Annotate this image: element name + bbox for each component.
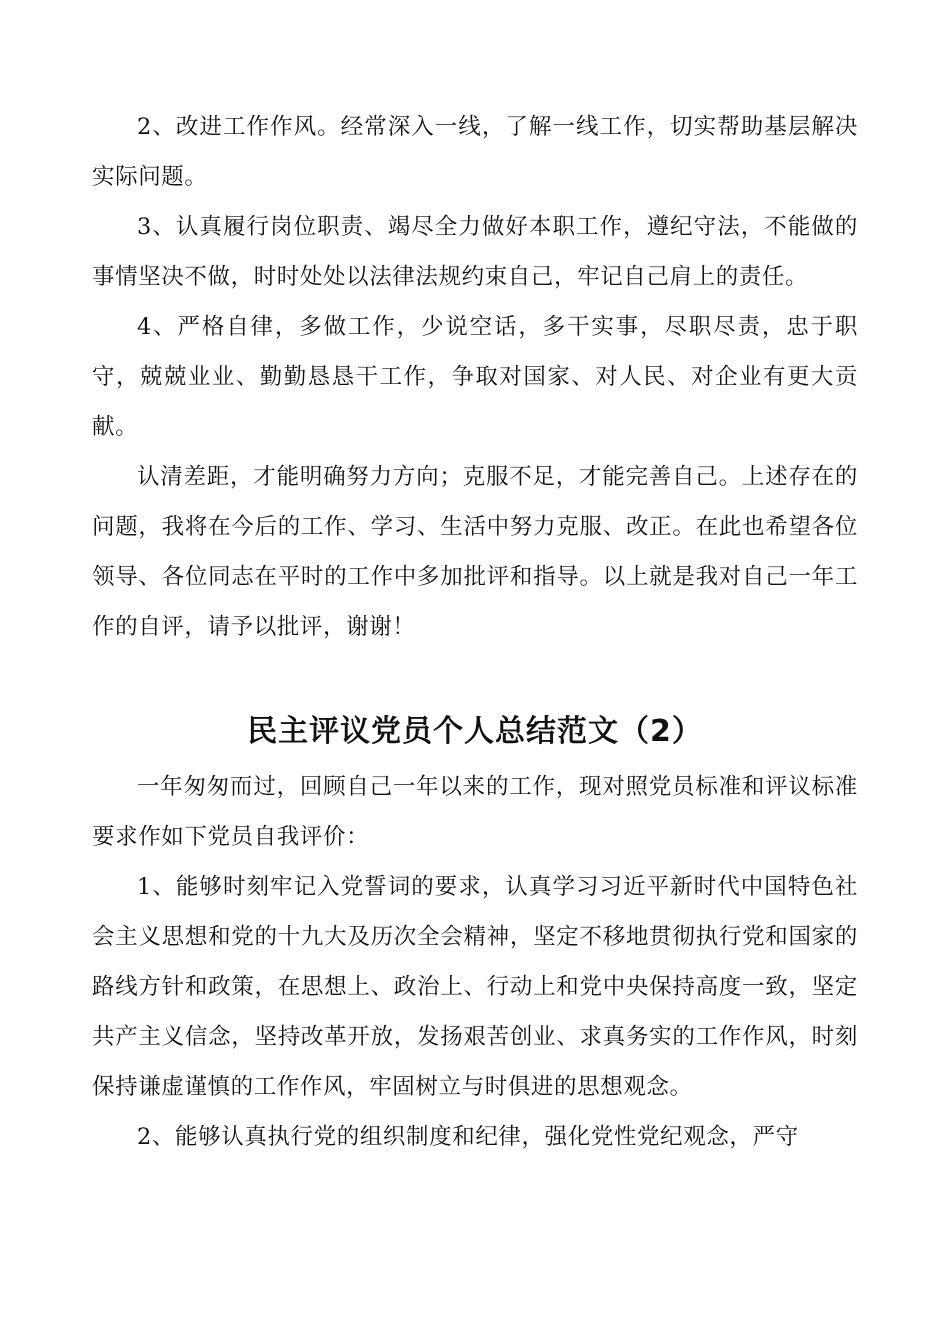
paragraph-item-3: 3、认真履行岗位职责、竭尽全力做好本职工作，遵纪守法，不能做的事情坚决不做，时时处处以法律法规约束自己，牢记自己肩上的责任。 (92, 214, 858, 290)
paragraph-item-1: 1、能够时刻牢记入党誓词的要求，认真学习习近平新时代中国特色社会主义思想和党的十九大及历次全会精神，坚定不移地贯彻执行党和国家的路线方针和政策，在思想上、政治上、行动上和党中央保持高度一致，坚定共产主义信念，坚持改革开放，发扬艰苦创业、求真务实的工作作风，时刻保持谦虚谨慎的工作作风，牢固树立与时俱进的思想观念。 (92, 874, 858, 1100)
document-page (92, 102, 858, 1162)
section-title: 民主评议党员个人总结范文（2） (247, 714, 703, 749)
paragraph-item-4: 4、严格自律，多做工作，少说空话，多干实事，尽职尽责，忠于职守，兢兢业业、勤勤恳恳干工作，争取对国家、对人民、对企业有更大贡献。 (92, 314, 858, 440)
paragraph-item-2: 2、改进工作作风。经常深入一线，了解一线工作，切实帮助基层解决实际问题。 (92, 114, 858, 190)
paragraph-item-2-partial: 2、能够认真执行党的组织制度和纪律，强化党性党纪观念，严守 (137, 1124, 799, 1150)
paragraph-conclusion: 认清差距，才能明确努力方向；克服不足，才能完善自己。上述存在的问题，我将在今后的工作、学习、生活中努力克服、改正。在此也希望各位领导、各位同志在平时的工作中多加批评和指导。以上就是我对自己一年工作的自评，请予以批评，谢谢！ (92, 464, 858, 640)
paragraph-intro: 一年匆匆而过，回顾自己一年以来的工作，现对照党员标准和评议标准要求作如下党员自我评价： (92, 774, 858, 850)
